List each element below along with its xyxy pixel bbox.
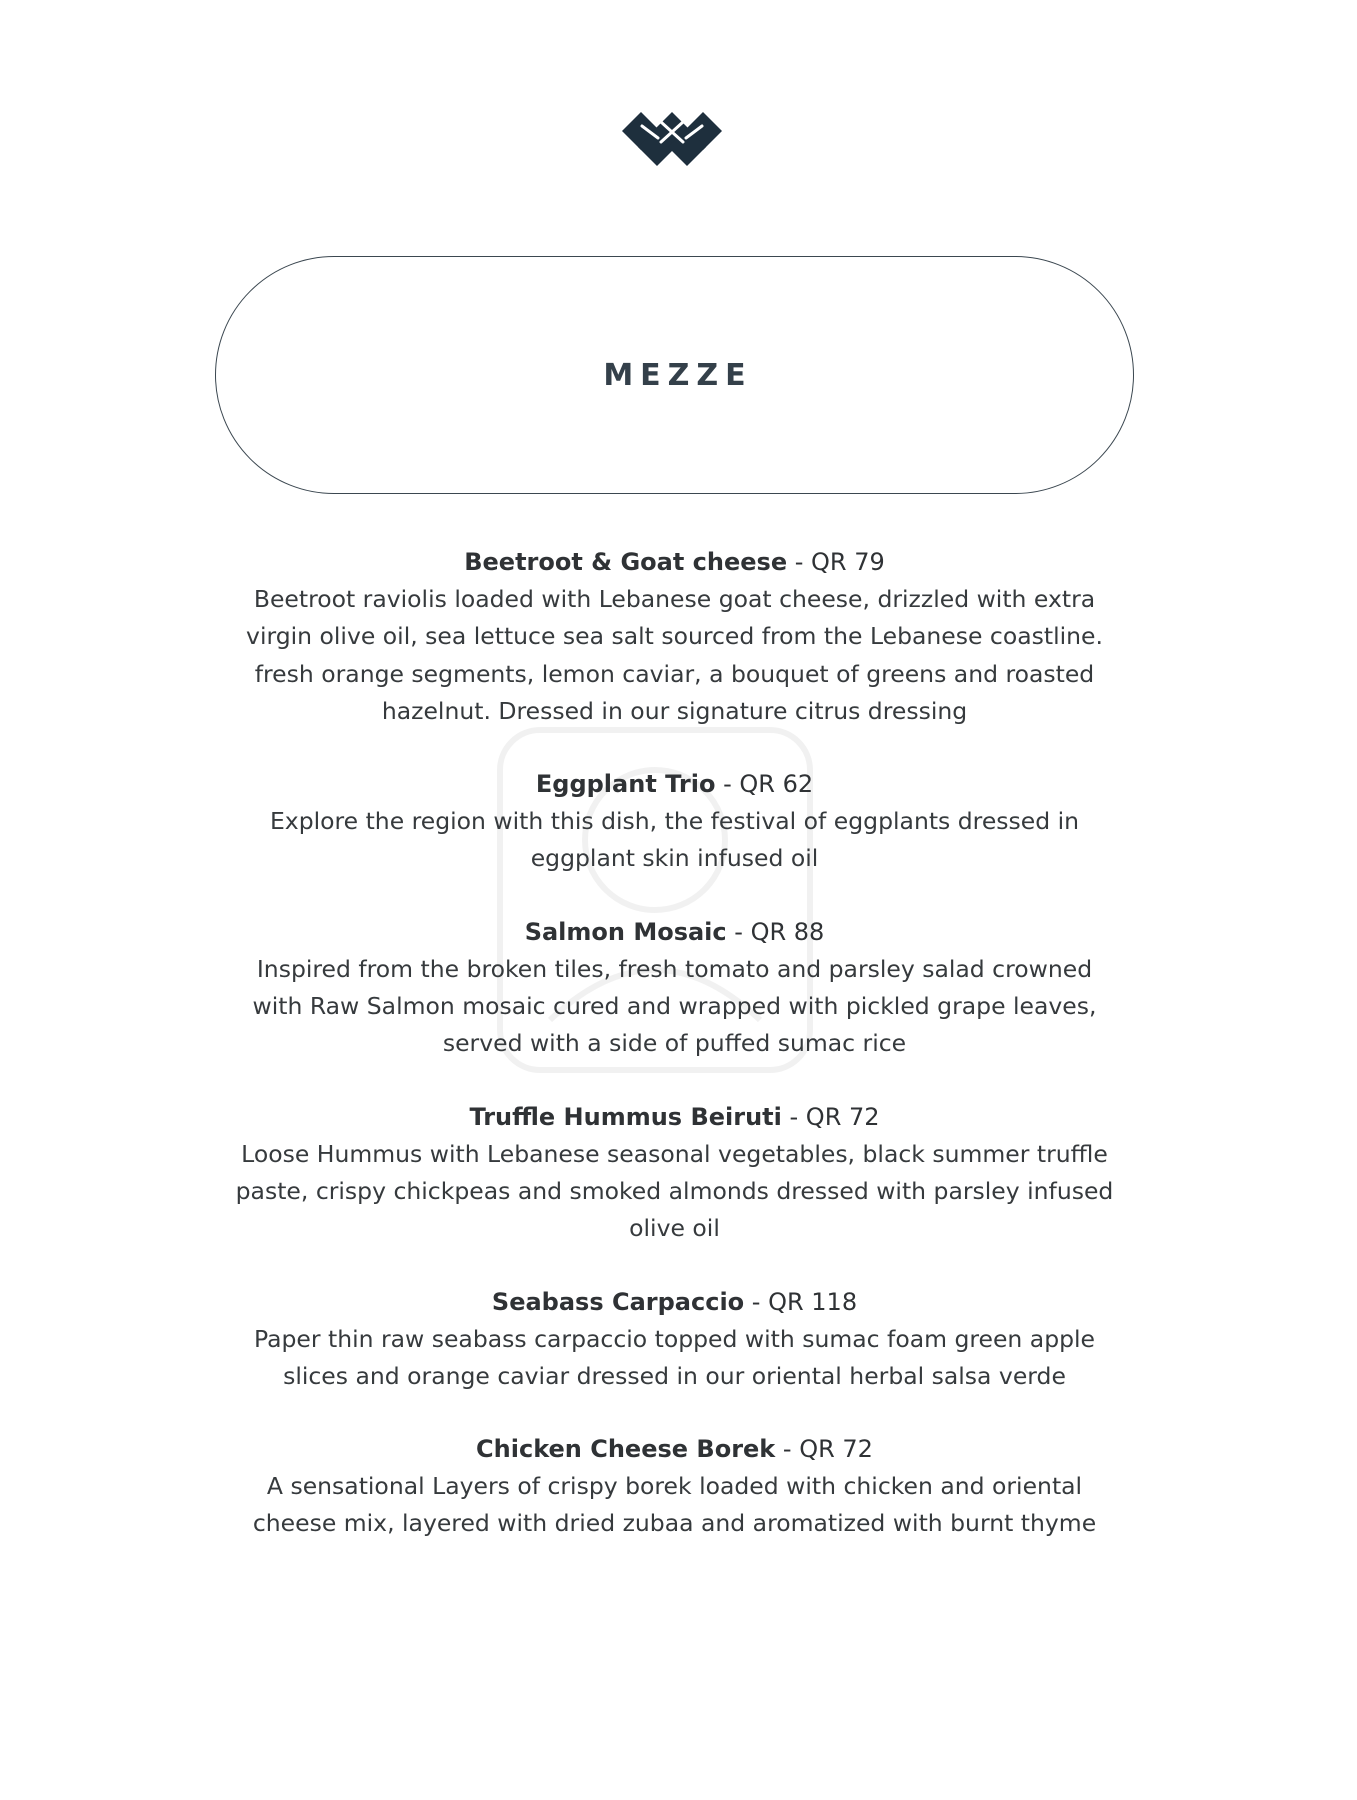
menu-item-heading — [215, 1099, 1134, 1136]
menu-item-description: Beetroot raviolis loaded with Lebanese goat cheese, drizzled with extra virgin olive oil, sea lettuce sea salt sourced from the Lebanese coastline. fresh orange segments, lemon caviar, a bouquet of greens and roasted hazelnut. Dressed in our signature citrus dressing — [246, 585, 1103, 725]
menu-item-price: - QR 72 — [782, 1435, 873, 1464]
menu-item-description: Inspired from the broken tiles, fresh tomato and parsley salad crowned with Raw Salmon mosaic cured and wrapped with pickled grape leaves, served with a side of puffed sumac rice — [252, 954, 1097, 1058]
menu-item-heading — [215, 914, 1134, 951]
menu-item — [215, 766, 1134, 878]
menu-item-name: Salmon Mosaic — [524, 917, 727, 946]
menu-item-price: - QR 118 — [751, 1287, 858, 1316]
section-title: MEZZE — [603, 357, 753, 393]
menu-item-description: Explore the region with this dish, the festival of eggplants dressed in eggplant skin infused oil — [269, 807, 1080, 873]
menu-item-heading — [215, 766, 1134, 803]
menu-item-name: Chicken Cheese Borek — [476, 1435, 776, 1464]
section-header-pill — [215, 256, 1134, 494]
menu-item — [215, 1099, 1134, 1248]
menu-item-price: - QR 88 — [734, 917, 825, 946]
menu-item — [215, 914, 1134, 1063]
menu-list — [215, 544, 1134, 1579]
menu-item-description: Loose Hummus with Lebanese seasonal vegetables, black summer truffle paste, crispy chickpeas and smoked almonds dressed with parsley infused olive oil — [235, 1139, 1114, 1243]
menu-item-name: Truffle Hummus Beiruti — [469, 1102, 782, 1131]
menu-item-heading — [215, 1431, 1134, 1468]
menu-item-price: - QR 62 — [723, 770, 814, 799]
menu-item-description: A sensational Layers of crispy borek loaded with chicken and oriental cheese mix, layered with dried zubaa and aromatized with burnt thyme — [252, 1472, 1097, 1538]
menu-item-price: - QR 79 — [794, 548, 885, 576]
menu-item-description: Paper thin raw seabass carpaccio topped with sumac foam green apple slices and orange caviar dressed in our oriental herbal salsa verde — [253, 1324, 1096, 1390]
menu-item — [215, 1431, 1134, 1543]
menu-item — [215, 1284, 1134, 1396]
menu-item-price: - QR 72 — [789, 1102, 880, 1131]
menu-item-heading — [215, 1284, 1134, 1321]
menu-item-name: Eggplant Trio — [535, 770, 716, 799]
menu-item — [215, 544, 1134, 730]
menu-item-name: Beetroot & Goat cheese — [464, 548, 788, 576]
menu-item-heading — [215, 544, 1134, 581]
menu-item-name: Seabass Carpaccio — [491, 1287, 745, 1316]
w-hotel-logo-icon — [622, 112, 722, 174]
